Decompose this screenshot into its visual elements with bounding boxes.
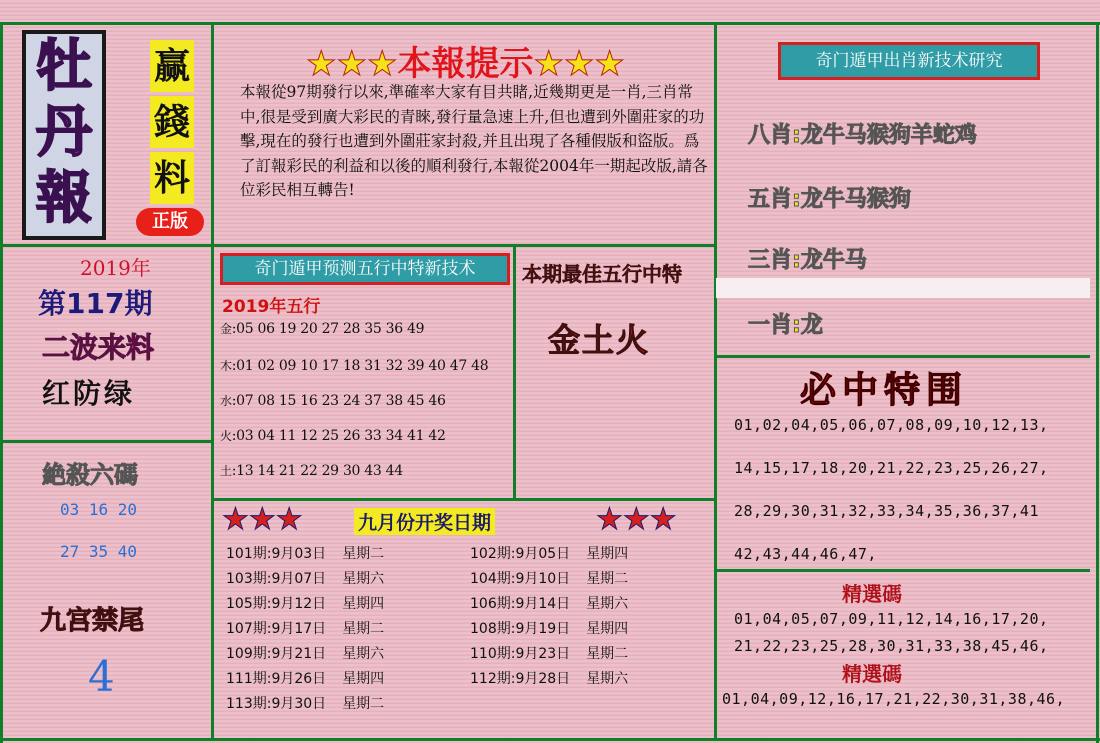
kill-six-title: 絶殺六碼 [42, 461, 138, 489]
logo-char-2: 丹 [36, 100, 92, 165]
qimen-box-title: 奇门遁甲出肖新技术研究 [778, 42, 1040, 80]
notice-title: ★★★本報提示★★★ [306, 44, 625, 84]
divider-v2 [714, 22, 717, 740]
border-right [1096, 22, 1099, 743]
tail-title: 九宫禁尾 [40, 606, 145, 636]
kill-row-1: 03 16 20 [60, 500, 138, 519]
schedule-row: 101期:9月03日 星期二 [226, 546, 385, 562]
schedule-row: 107期:9月17日 星期二 [226, 621, 385, 637]
schedule-row: 109期:9月21日 星期六 [226, 646, 385, 662]
schedule-row: 108期:9月19日 星期四 [470, 621, 629, 637]
schedule-row: 102期:9月05日 星期四 [470, 546, 629, 562]
schedule-row: 113期:9月30日 星期二 [226, 696, 385, 712]
authentic-badge: 正版 [136, 208, 204, 236]
divider-h-mid [212, 498, 716, 501]
wuxing-row-earth: 土:13 14 21 22 29 30 43 44 [220, 463, 403, 479]
divider-v1 [211, 22, 214, 740]
schedule-row: 103期:9月07日 星期六 [226, 571, 385, 587]
picks-row-3: 01,04,09,12,16,17,21,22,30,31,38,46, [722, 690, 1066, 708]
notice-body: 本報從97期發行以來,準確率大家有目共睹,近幾期更是一肖,三肖常中,很是受到廣大彩民的青睞,發行量急速上升,但也遭到外圍莊家的功擊,現在的發行也遭到外圍莊家封殺,并且出現了各種假版和盜版。爲了訂報彩民的利益和以後的順利發行,本報從2004年一期起改版,請各位彩民相互轉告! [240, 83, 708, 199]
qimen-line-eight: 八肖:龙牛马猴狗羊蛇鸡 [748, 123, 977, 148]
kill-row-2: 27 35 40 [60, 542, 138, 561]
divider-h-right2 [716, 569, 1090, 572]
picks-row-2: 21,22,23,25,28,30,31,33,38,45,46, [734, 637, 1049, 655]
wuxing-row-metal: 金:05 06 19 20 27 28 35 36 49 [220, 321, 425, 337]
wave-title: 二波来料 [42, 331, 155, 364]
wuxing-row-water: 水:07 08 15 16 23 24 37 38 45 46 [220, 393, 446, 409]
special-row-1: 01,02,04,05,06,07,08,09,10,12,13, [734, 416, 1049, 434]
best-wuxing-title: 本期最佳五行中特 [522, 262, 682, 286]
wuxing-box-title: 奇门遁甲预测五行中特新技术 [220, 253, 510, 285]
divider-v3 [513, 246, 516, 500]
schedule-row: 112期:9月28日 星期六 [470, 671, 629, 687]
best-wuxing-value: 金土火 [548, 321, 651, 359]
issue-number: 第117期 [38, 287, 153, 320]
logo-char-1: 牡 [36, 34, 92, 99]
schedule-stars-left: ★★★ [222, 502, 303, 537]
border-top [0, 22, 1100, 25]
special-row-3: 28,29,30,31,32,33,34,35,36,37,41 [734, 502, 1039, 520]
schedule-row: 106期:9月14日 星期六 [470, 596, 629, 612]
qimen-line-three: 三肖:龙牛马 [748, 248, 867, 273]
highlight-band [716, 278, 1090, 298]
special-row-4: 42,43,44,46,47, [734, 545, 877, 563]
picks-title-1: 精選碼 [842, 582, 902, 606]
divider-h-left1 [0, 244, 716, 247]
year-label: 2019年 [80, 256, 151, 280]
picks-title-2: 精選碼 [842, 662, 902, 686]
slogan-char-2: 錢 [150, 96, 194, 148]
wuxing-subtitle: 2019年五行 [222, 297, 321, 317]
masthead-logo [22, 30, 106, 240]
masthead-slogan [150, 40, 194, 208]
slogan-char-3: 料 [150, 152, 194, 204]
schedule-stars-right: ★★★ [596, 502, 677, 537]
wuxing-row-fire: 火:03 04 11 12 25 26 33 34 41 42 [220, 428, 446, 444]
schedule-row: 111期:9月26日 星期四 [226, 671, 385, 687]
logo-char-3: 報 [36, 166, 92, 231]
schedule-title: 九月份开奖日期 [354, 508, 495, 535]
border-left [0, 22, 3, 743]
picks-row-1: 01,04,05,07,09,11,12,14,16,17,20, [734, 610, 1049, 628]
special-row-2: 14,15,17,18,20,21,22,23,25,26,27, [734, 459, 1049, 477]
wave-value: 红防绿 [42, 377, 136, 410]
border-bottom [0, 738, 1100, 741]
divider-h-right1 [716, 355, 1090, 358]
qimen-line-five: 五肖:龙牛马猴狗 [748, 187, 911, 212]
qimen-line-one: 一肖:龙 [748, 313, 823, 338]
schedule-row: 104期:9月10日 星期二 [470, 571, 629, 587]
schedule-row: 105期:9月12日 星期四 [226, 596, 385, 612]
slogan-char-1: 赢 [150, 40, 194, 92]
special-title: 必中特围 [800, 370, 969, 411]
tail-value: 4 [88, 652, 115, 701]
wuxing-row-wood: 木:01 02 09 10 17 18 31 32 39 40 47 48 [220, 358, 489, 374]
schedule-row: 110期:9月23日 星期二 [470, 646, 629, 662]
divider-h-left2 [0, 440, 212, 443]
